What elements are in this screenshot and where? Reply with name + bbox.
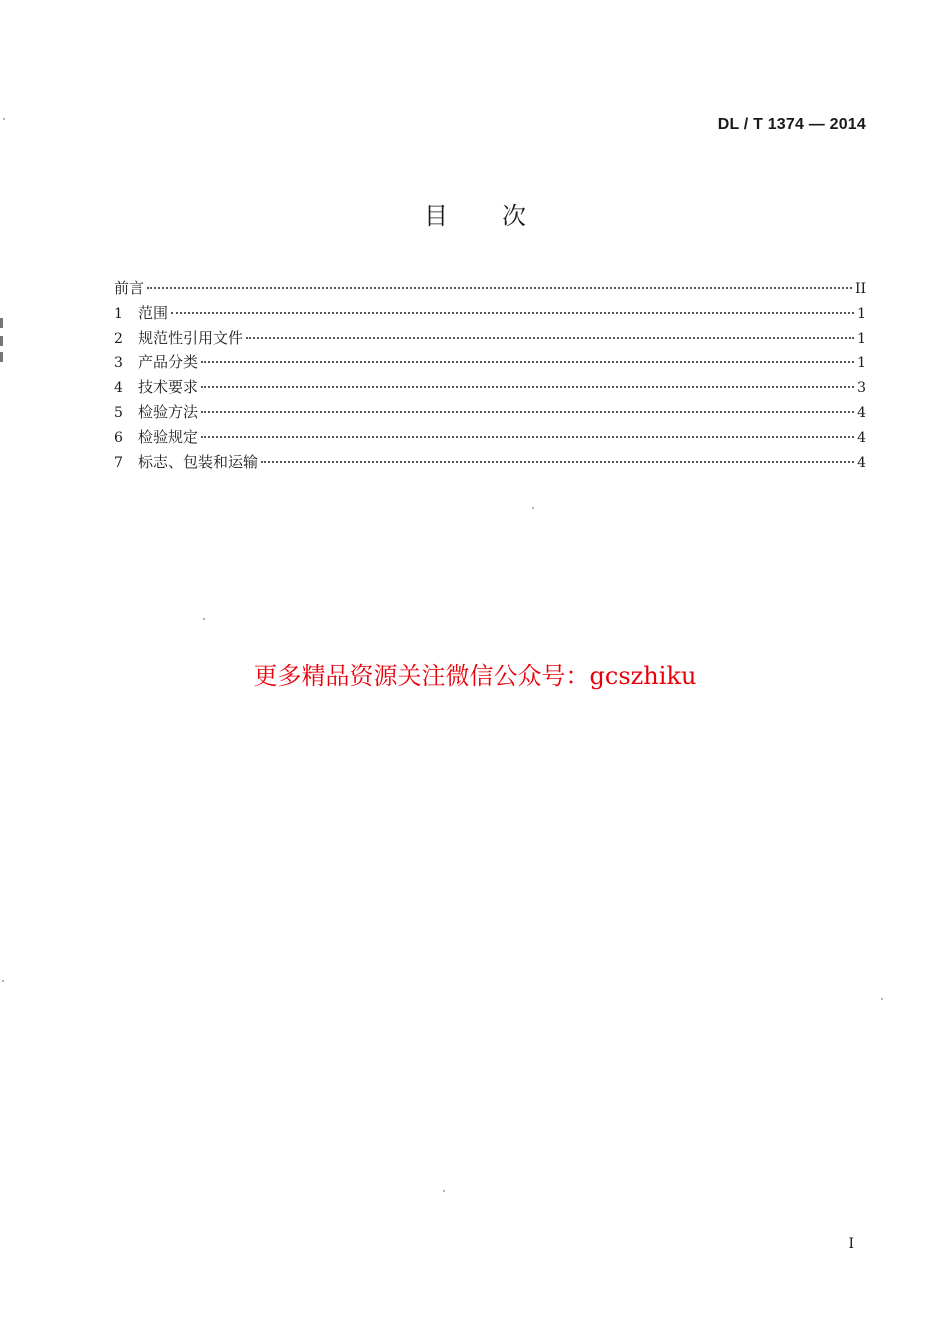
toc-entry[interactable] [114, 302, 866, 327]
toc-entry-label: 标志、包装和运输 [138, 452, 259, 471]
toc-entry-page: II [854, 281, 866, 297]
toc-entry-page: 1 [857, 355, 866, 372]
toc-entry-label: 产品分类 [138, 353, 199, 372]
toc-dot-leader [171, 312, 854, 314]
scan-speck [203, 618, 205, 620]
toc-dot-leader [147, 287, 852, 289]
toc-entry[interactable] [114, 451, 866, 476]
toc-entry-label: 前言 [114, 279, 145, 297]
toc-entry[interactable] [114, 327, 866, 352]
table-of-contents [114, 277, 866, 475]
toc-dot-leader [201, 361, 854, 363]
toc-entry-number: 1 [114, 305, 123, 322]
toc-entry-number: 2 [114, 330, 123, 347]
toc-dot-leader [201, 411, 854, 413]
toc-entry-page: 1 [857, 305, 866, 322]
toc-entry[interactable] [114, 426, 866, 451]
toc-dot-leader [246, 337, 854, 339]
page-number: I [848, 1236, 854, 1252]
scan-speck [2, 980, 4, 982]
toc-entry-label: 规范性引用文件 [138, 328, 244, 347]
watermark-text: 更多精品资源关注微信公众号：gcszhiku [253, 662, 697, 690]
toc-dot-leader [201, 436, 854, 438]
toc-title: 目次 [424, 202, 580, 230]
toc-entry[interactable] [114, 277, 866, 302]
toc-entry-page: 3 [857, 380, 866, 397]
toc-entry-number: 3 [114, 355, 123, 372]
scan-speck [443, 1190, 445, 1192]
toc-entry-number: 4 [114, 380, 123, 397]
toc-entry-page: 4 [857, 429, 866, 446]
toc-dot-leader [201, 386, 854, 388]
toc-entry-label: 技术要求 [138, 378, 199, 397]
toc-entry-label: 检验方法 [138, 402, 199, 421]
toc-entry-number: 6 [114, 429, 123, 446]
scan-edge-mark [0, 336, 3, 346]
toc-entry-number: 5 [114, 404, 123, 421]
toc-entry[interactable] [114, 351, 866, 376]
toc-entry-number: 7 [114, 454, 123, 471]
standard-code: DL / T 1374 — 2014 [717, 116, 866, 133]
scan-speck [532, 507, 534, 509]
toc-entry-label: 范围 [138, 303, 169, 322]
toc-entry-label: 检验规定 [138, 427, 199, 446]
scan-speck [3, 118, 5, 120]
toc-entry[interactable] [114, 401, 866, 426]
toc-dot-leader [261, 461, 854, 463]
toc-entry-page: 4 [857, 404, 866, 421]
toc-entry-page: 1 [857, 330, 866, 347]
toc-entry[interactable] [114, 376, 866, 401]
scan-speck [881, 998, 883, 1000]
scan-edge-mark [0, 352, 3, 362]
toc-entry-page: 4 [857, 454, 866, 471]
scan-edge-mark [0, 318, 3, 328]
